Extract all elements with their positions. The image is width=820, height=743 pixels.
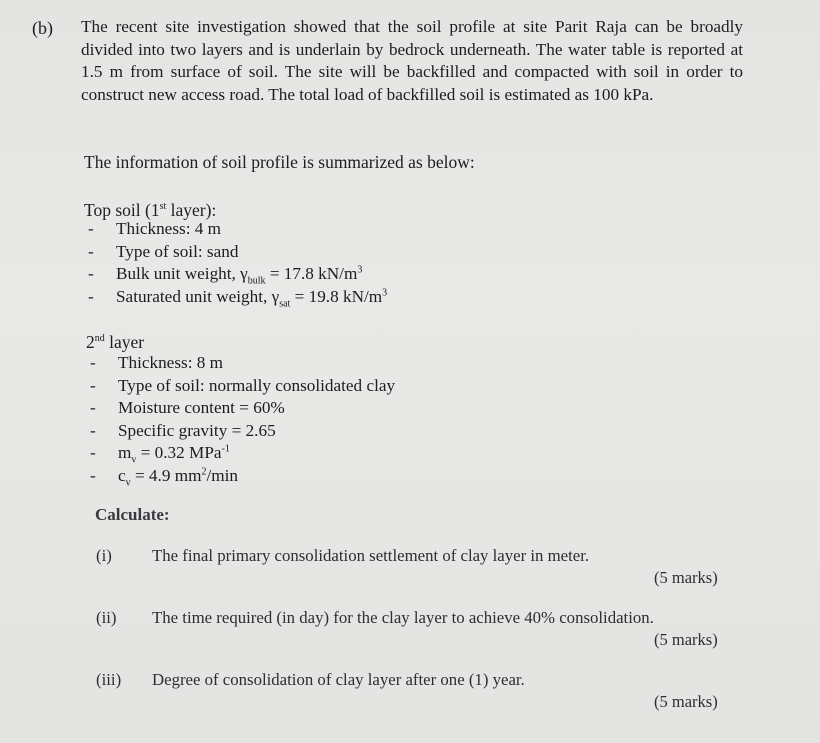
marks-label: (5 marks) (654, 630, 718, 649)
question-label: (b) (32, 18, 53, 38)
summary-line: The information of soil profile is summarized as below: (84, 152, 475, 172)
subquestion-text: Degree of consolidation of clay layer after one (1) year. (152, 670, 525, 689)
layer2-title: 2nd layer (86, 332, 145, 352)
subquestion-text: The final primary consolidation settlement of clay layer in meter. (152, 546, 590, 565)
layer1-title: Top soil (1st layer): (84, 200, 217, 220)
subquestion-text: The time required (in day) for the clay layer to achieve 40% consolidation. (152, 608, 654, 627)
intro-paragraph: The recent site investigation showed that the soil profile at site Parit Raja can be broadly divided into two layers and is underlain by bedrock underneath. The water table is reported at 1.5 m from surface of soil. The site will be backfilled and compacted with soil in order to construct new access road. The total load of backfilled soil is estimated as 100 kPa. (81, 17, 743, 104)
marks-label: (5 marks) (654, 568, 718, 587)
marks-label: (5 marks) (654, 692, 718, 711)
subquestion-number: (iii) (96, 670, 122, 689)
question-page: (b) The recent site investigation showed that the soil profile at site Parit Raja can be broadly divided into two layers and is underlain by bedrock underneath. The water table is reported at 1.5 m from surface of soil. The site will be backfilled and compacted with soil in order to construct new access road. The total load of backfilled soil is estimated as 100 kPa. The information of soil profile is summarized as below: Top soil (1st layer): - Thickness: 4 m - Type of soil: sand - Bulk unit weight, $\gamma_{bulk} = 17.8$ $kN/m^3$ - Saturated unit weight, $\gamma_{sat} = 19.8$ $kN/m^3$ 2nd layer - Thickness: 8 m - Type of soil: normally consolidated clay - Moisture content = 60% - Specific gravity = 2.65 - $m_v = 0.32$ MPa$^{-1}$ - $c_v = 4.9$ $mm^2/\min$ Calculate: (i) The final primary consolidation settlement of clay layer in meter. (5 marks) (ii) The time required (in day) for the clay layer to achieve 40% consolidation. (5 marks) (iii) Degree of consolidation of clay layer after one (1) year. (5 marks) (32, 17, 743, 711)
subquestion-number: (i) (96, 546, 112, 565)
calculate-heading: Calculate: (95, 505, 170, 524)
subquestion-number: (ii) (96, 608, 117, 627)
